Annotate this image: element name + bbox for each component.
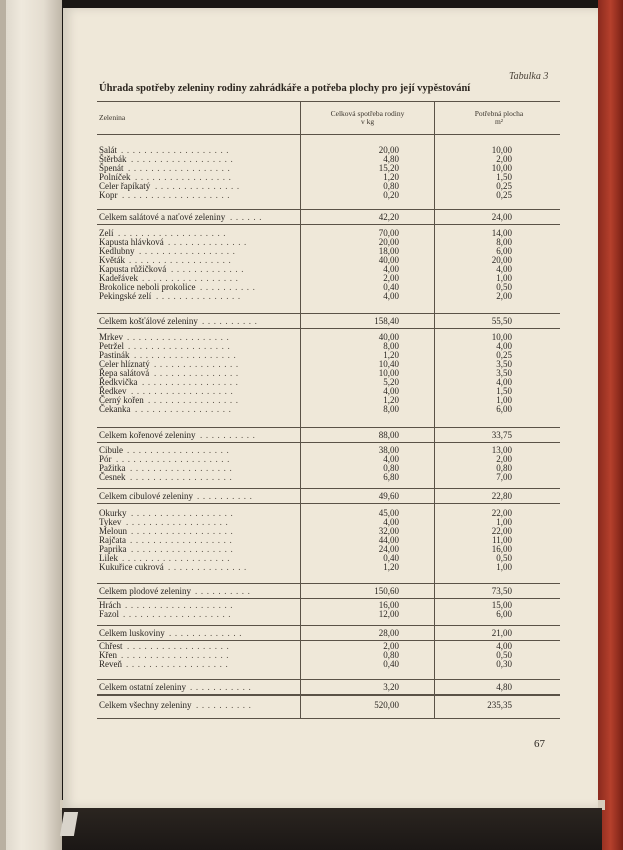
- row-consumption-kg: 40,00: [378, 332, 399, 342]
- row-vegetable-name: Tykev: [99, 517, 122, 527]
- row-vegetable-name: Zelí: [99, 228, 114, 238]
- header-bottom-rule: [97, 134, 560, 135]
- row-consumption-kg: 49,60: [378, 491, 399, 501]
- row-consumption-kg: 70,00: [378, 228, 399, 238]
- row-area-m2: 33,75: [491, 430, 512, 440]
- leader-dots: ..................: [128, 163, 234, 173]
- row-vegetable-name: Pekingské zelí: [99, 291, 152, 301]
- row-area-m2: 22,00: [491, 508, 512, 518]
- row-consumption-kg: 150,60: [374, 586, 399, 596]
- header-consumption-unit: v kg: [360, 117, 375, 126]
- header-area-line1: Potřebná plocha: [474, 109, 524, 118]
- leader-dots: ..................: [134, 350, 240, 360]
- row-consumption-kg: 40,00: [378, 255, 399, 265]
- row-area-m2: 0,80: [496, 463, 512, 473]
- leader-dots: ...............: [154, 368, 242, 378]
- row-vegetable-name: Pažitka: [99, 463, 126, 473]
- row-consumption-kg: 38,00: [378, 445, 399, 455]
- leader-dots: ..................: [130, 463, 236, 473]
- row-vegetable-name: Celkem všechny zeleniny: [99, 700, 192, 710]
- row-area-m2: 11,00: [492, 535, 512, 545]
- row-vegetable-name: Kukuřice cukrová: [99, 562, 164, 572]
- leader-dots: ...................: [118, 228, 230, 238]
- row-area-m2: 6,00: [496, 246, 512, 256]
- row-consumption-kg: 42,20: [378, 212, 399, 222]
- row-area-m2: 24,00: [491, 212, 512, 222]
- leader-dots: ..................: [131, 526, 237, 536]
- row-consumption-kg: 0,20: [383, 190, 399, 200]
- group-rule: [97, 503, 560, 504]
- leader-dots: ...................: [123, 609, 235, 619]
- leader-dots: .................: [142, 377, 242, 387]
- row-consumption-kg: 8,00: [383, 341, 399, 351]
- row-area-m2: 7,00: [496, 472, 512, 482]
- leader-dots: .................: [139, 246, 239, 256]
- row-area-m2: 1,50: [496, 386, 512, 396]
- row-area-m2: 4,00: [496, 641, 512, 651]
- row-area-m2: 6,00: [496, 404, 512, 414]
- row-consumption-kg: 0,40: [383, 282, 399, 292]
- row-vegetable-name: Pastinák: [99, 350, 130, 360]
- left-page-edge: [0, 0, 62, 850]
- row-consumption-kg: 0,80: [383, 650, 399, 660]
- row-consumption-kg: 32,00: [378, 526, 399, 536]
- row-consumption-kg: 2,00: [383, 273, 399, 283]
- row-vegetable-name: Kopr: [99, 190, 118, 200]
- row-consumption-kg: 0,80: [383, 463, 399, 473]
- leader-dots: ..................: [130, 535, 236, 545]
- row-vegetable-name: Cibule: [99, 445, 123, 455]
- row-area-m2: 21,00: [491, 628, 512, 638]
- row-area-m2: 14,00: [491, 228, 512, 238]
- row-consumption-kg: 1,20: [383, 395, 399, 405]
- row-area-m2: 0,50: [496, 282, 512, 292]
- leader-dots: ..........: [196, 700, 255, 710]
- row-vegetable-name: Mrkev: [99, 332, 123, 342]
- leader-dots: ...............: [155, 181, 243, 191]
- row-area-m2: 0,25: [496, 181, 512, 191]
- leader-dots: ..................: [128, 341, 234, 351]
- row-consumption-kg: 158,40: [374, 316, 399, 326]
- row-vegetable-name: Čekanka: [99, 404, 131, 414]
- leader-dots: .............: [171, 264, 248, 274]
- row-consumption-kg: 4,00: [383, 386, 399, 396]
- column-divider-1: [300, 101, 301, 719]
- row-vegetable-name: Rajčata: [99, 535, 126, 545]
- row-area-m2: 15,00: [491, 600, 512, 610]
- leader-dots: .................: [142, 273, 242, 283]
- row-vegetable-name: Celkem plodové zeleniny: [99, 586, 191, 596]
- row-vegetable-name: Řepa salátová: [99, 368, 150, 378]
- row-vegetable-name: Květák: [99, 255, 125, 265]
- row-consumption-kg: 520,00: [374, 700, 399, 710]
- leader-dots: ..................: [131, 508, 237, 518]
- row-vegetable-name: Kadeřávek: [99, 273, 138, 283]
- row-area-m2: 1,50: [496, 172, 512, 182]
- group-rule: [97, 625, 560, 626]
- row-area-m2: 1,00: [496, 562, 512, 572]
- row-vegetable-name: Česnek: [99, 472, 126, 482]
- row-area-m2: 0,50: [496, 553, 512, 563]
- table-bottom-rule: [97, 718, 560, 719]
- leader-dots: ..........: [202, 316, 261, 326]
- leader-dots: .................: [135, 404, 235, 414]
- row-area-m2: 1,00: [496, 395, 512, 405]
- bottom-band: [62, 808, 602, 850]
- row-vegetable-name: Celkem košťálové zeleniny: [99, 316, 198, 326]
- table-label: Tabulka 3: [509, 71, 549, 82]
- header-top-rule: [97, 101, 560, 102]
- spine-edge: [0, 0, 6, 850]
- leader-dots: ..........: [200, 282, 259, 292]
- row-area-m2: 10,00: [491, 163, 512, 173]
- leader-dots: ....................: [116, 454, 233, 464]
- column-divider-2: [434, 101, 435, 719]
- group-rule: [97, 442, 560, 443]
- leader-dots: ...................: [122, 553, 234, 563]
- row-area-m2: 13,00: [491, 445, 512, 455]
- table-title: Úhrada spotřeby zeleniny rodiny zahrádkáře a potřeba plochy pro její vypěstování: [99, 83, 471, 94]
- row-area-m2: 0,25: [496, 350, 512, 360]
- row-vegetable-name: Celkem kořenové zeleniny: [99, 430, 196, 440]
- row-area-m2: 6,00: [496, 609, 512, 619]
- row-consumption-kg: 10,00: [378, 368, 399, 378]
- leader-dots: ...................: [121, 650, 233, 660]
- leader-dots: ..................: [131, 154, 237, 164]
- row-consumption-kg: 4,00: [383, 517, 399, 527]
- row-area-m2: 10,00: [491, 145, 512, 155]
- row-vegetable-name: Meloun: [99, 526, 127, 536]
- leader-dots: ..............: [168, 562, 250, 572]
- leader-dots: ..........: [200, 430, 259, 440]
- row-vegetable-name: Kedlubny: [99, 246, 135, 256]
- row-consumption-kg: 0,40: [383, 553, 399, 563]
- row-consumption-kg: 4,00: [383, 454, 399, 464]
- row-consumption-kg: 1,20: [383, 562, 399, 572]
- header-vegetable: Zelenina: [99, 113, 126, 122]
- page-number: 67: [534, 738, 545, 750]
- row-vegetable-name: Špenát: [99, 163, 124, 173]
- leader-dots: ..................: [127, 445, 233, 455]
- row-area-m2: 22,00: [491, 526, 512, 536]
- group-rule: [97, 313, 560, 314]
- row-area-m2: 1,00: [496, 273, 512, 283]
- leader-dots: ..................: [130, 472, 236, 482]
- row-area-m2: 10,00: [491, 332, 512, 342]
- row-area-m2: 3,50: [496, 368, 512, 378]
- leader-dots: ..................: [127, 332, 233, 342]
- leader-dots: ..............: [168, 237, 250, 247]
- leader-dots: ..................: [131, 544, 237, 554]
- row-area-m2: 0,30: [496, 659, 512, 669]
- row-consumption-kg: 5,20: [383, 377, 399, 387]
- row-area-m2: 8,00: [496, 237, 512, 247]
- row-consumption-kg: 20,00: [378, 237, 399, 247]
- row-area-m2: 16,00: [491, 544, 512, 554]
- book-cover-edge: [598, 0, 623, 850]
- group-rule: [97, 328, 560, 329]
- row-area-m2: 3,50: [496, 359, 512, 369]
- row-vegetable-name: Celkem luskoviny: [99, 628, 165, 638]
- row-vegetable-name: Okurky: [99, 508, 127, 518]
- leader-dots: .................: [135, 172, 235, 182]
- row-consumption-kg: 1,20: [383, 350, 399, 360]
- leader-dots: ................: [148, 395, 242, 405]
- leader-dots: ..................: [129, 255, 235, 265]
- group-rule: [97, 598, 560, 599]
- leader-dots: ..................: [127, 641, 233, 651]
- leader-dots: ...................: [122, 190, 234, 200]
- row-consumption-kg: 4,00: [383, 264, 399, 274]
- leader-dots: .............: [169, 628, 246, 638]
- row-area-m2: 2,00: [496, 154, 512, 164]
- row-consumption-kg: 0,40: [383, 659, 399, 669]
- group-rule: [97, 209, 560, 210]
- row-vegetable-name: Štěrbák: [99, 154, 127, 164]
- row-consumption-kg: 4,80: [383, 154, 399, 164]
- row-consumption-kg: 44,00: [378, 535, 399, 545]
- row-vegetable-name: Ředkvička: [99, 377, 138, 387]
- leader-dots: ..........: [197, 491, 256, 501]
- row-consumption-kg: 45,00: [378, 508, 399, 518]
- row-consumption-kg: 4,00: [383, 291, 399, 301]
- leader-dots: ...................: [121, 145, 233, 155]
- leader-dots: ..................: [131, 386, 237, 396]
- leader-dots: ...............: [156, 291, 244, 301]
- row-area-m2: 55,50: [491, 316, 512, 326]
- row-consumption-kg: 10,40: [378, 359, 399, 369]
- row-vegetable-name: Celkem cibulové zeleniny: [99, 491, 193, 501]
- leader-dots: ...........: [190, 682, 255, 692]
- row-area-m2: 4,80: [496, 682, 512, 692]
- row-area-m2: 0,25: [496, 190, 512, 200]
- group-rule: [97, 427, 560, 428]
- row-area-m2: 4,00: [496, 264, 512, 274]
- row-area-m2: 4,00: [496, 341, 512, 351]
- row-vegetable-name: Reveň: [99, 659, 122, 669]
- leader-dots: ..................: [126, 659, 232, 669]
- row-vegetable-name: Lilek: [99, 553, 118, 563]
- row-consumption-kg: 6,80: [383, 472, 399, 482]
- row-vegetable-name: Fazol: [99, 609, 119, 619]
- row-vegetable-name: Černý kořen: [99, 395, 144, 405]
- header-area-unit: m²: [494, 117, 504, 126]
- row-area-m2: 2,00: [496, 291, 512, 301]
- row-area-m2: 4,00: [496, 377, 512, 387]
- row-vegetable-name: Petržel: [99, 341, 124, 351]
- row-vegetable-name: Ředkev: [99, 386, 127, 396]
- group-rule: [97, 224, 560, 225]
- row-area-m2: 1,00: [496, 517, 512, 527]
- group-rule: [97, 488, 560, 489]
- leader-dots: ...............: [154, 359, 242, 369]
- row-area-m2: 0,50: [496, 650, 512, 660]
- header-consumption: [305, 110, 430, 126]
- row-vegetable-name: Kapusta hlávková: [99, 237, 164, 247]
- row-consumption-kg: 12,00: [378, 609, 399, 619]
- row-vegetable-name: Celer hlíznatý: [99, 359, 150, 369]
- row-vegetable-name: Celer řapíkatý: [99, 181, 151, 191]
- row-consumption-kg: 16,00: [378, 600, 399, 610]
- row-vegetable-name: Pór: [99, 454, 112, 464]
- row-consumption-kg: 28,00: [378, 628, 399, 638]
- row-vegetable-name: Křen: [99, 650, 117, 660]
- row-vegetable-name: Kapusta růžičková: [99, 264, 167, 274]
- row-vegetable-name: Paprika: [99, 544, 127, 554]
- row-consumption-kg: 15,20: [378, 163, 399, 173]
- row-vegetable-name: Salát: [99, 145, 117, 155]
- row-consumption-kg: 20,00: [378, 145, 399, 155]
- header-area: [438, 110, 560, 126]
- row-vegetable-name: Chřest: [99, 641, 123, 651]
- row-vegetable-name: Celkem ostatní zeleniny: [99, 682, 186, 692]
- leader-dots: ..........: [195, 586, 254, 596]
- group-rule: [97, 679, 560, 680]
- row-consumption-kg: 88,00: [378, 430, 399, 440]
- leader-dots: ......: [230, 212, 266, 222]
- row-area-m2: 73,50: [491, 586, 512, 596]
- leader-dots: ...................: [125, 600, 237, 610]
- row-consumption-kg: 2,00: [383, 641, 399, 651]
- row-consumption-kg: 18,00: [378, 246, 399, 256]
- row-vegetable-name: Celkem salátové a naťové zeleniny: [99, 212, 226, 222]
- row-consumption-kg: 3,20: [383, 682, 399, 692]
- row-consumption-kg: 0,80: [383, 181, 399, 191]
- row-area-m2: 235,35: [487, 700, 512, 710]
- row-vegetable-name: Polníček: [99, 172, 131, 182]
- row-vegetable-name: Brokolice neboli prokolice: [99, 282, 196, 292]
- row-consumption-kg: 24,00: [378, 544, 399, 554]
- group-rule: [97, 583, 560, 584]
- leader-dots: ..................: [126, 517, 232, 527]
- header-consumption-line1: Celková spotřeba rodiny: [330, 109, 405, 118]
- row-vegetable-name: Hrách: [99, 600, 121, 610]
- row-area-m2: 20,00: [491, 255, 512, 265]
- row-consumption-kg: 1,20: [383, 172, 399, 182]
- row-consumption-kg: 8,00: [383, 404, 399, 414]
- row-area-m2: 2,00: [496, 454, 512, 464]
- group-rule: [97, 695, 560, 696]
- row-area-m2: 22,80: [491, 491, 512, 501]
